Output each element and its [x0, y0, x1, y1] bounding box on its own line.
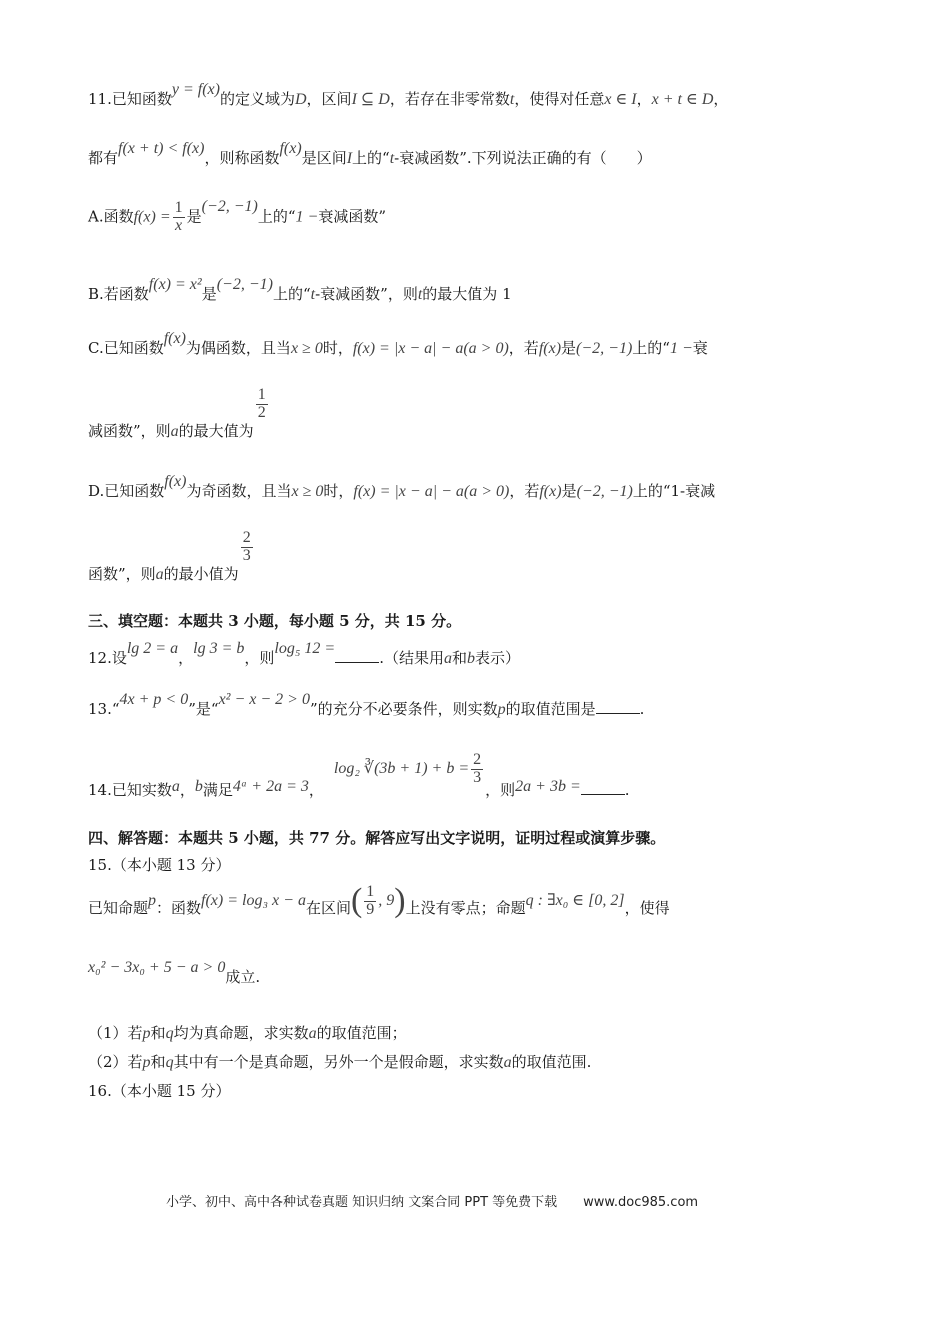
option-text: 为奇函数，且当 [186, 482, 292, 500]
q16-heading: 16.（本小题 15 分） [88, 1082, 231, 1100]
option-c-line1 [88, 330, 708, 358]
q15-sub1 [88, 1022, 407, 1043]
math-expr: log₂ ∛(3b + 1) + b = [333, 760, 470, 778]
option-text: ，若 [508, 339, 539, 357]
q15-sub2 [88, 1051, 591, 1072]
math-expr: x ∈ I [604, 91, 637, 108]
q14-text: . [624, 781, 630, 800]
math-expr: 4x + p < 0 [119, 691, 189, 708]
math-expr: 1 − [669, 340, 693, 357]
q12-text: ， [178, 649, 194, 667]
q13-text: ”的充分不必要条件，则实数 [309, 700, 498, 718]
math-expr: f(x) = [133, 208, 171, 226]
math-expr: b [194, 778, 203, 796]
q15-text: 和 [150, 1053, 166, 1071]
q14 [88, 751, 630, 800]
q11-text: 都有 [88, 149, 119, 167]
q11-text: ， [713, 90, 729, 108]
math-expr: f(x) [279, 140, 302, 157]
math-expr: p [142, 1025, 151, 1042]
math-expr: p [497, 701, 506, 718]
option-text: B.若函数 [88, 285, 149, 303]
option-text: 时， [322, 339, 353, 357]
math-expr: f(x) = x² [148, 276, 202, 293]
q13 [88, 691, 645, 719]
math-expr: x ≥ 0 [291, 483, 324, 500]
footer-link[interactable]: www.doc985.com [583, 1195, 699, 1210]
math-expr: a [171, 778, 180, 796]
math-expr: a [170, 423, 179, 441]
math-expr: x₀² − 3x₀ + 5 − a > 0 [88, 959, 226, 976]
option-text: ，若 [509, 482, 540, 500]
math-expr: log₅ 12 = [274, 640, 336, 657]
q11-text: ，则称函数 [204, 149, 280, 167]
q15-text: ，使得 [624, 899, 670, 917]
fraction [471, 752, 483, 787]
option-d-line2 [88, 529, 255, 584]
math-expr: q [165, 1054, 174, 1071]
option-text: 上的“ [272, 285, 311, 303]
math-expr: q : ∃x₀ ∈ [0, 2] [525, 892, 625, 909]
math-expr: I [346, 150, 353, 167]
option-text: 的最大值为 [178, 422, 254, 441]
q11-text: 上的“ [352, 149, 390, 167]
option-text: 是 [186, 207, 202, 226]
math-expr: f(x) [164, 473, 187, 490]
q11-line2 [88, 140, 652, 168]
option-text: A.函数 [88, 207, 134, 226]
math-expr: lg 3 = b [193, 640, 245, 657]
q11-text: ，若存在非零常数 [389, 90, 510, 108]
math-expr: I ⊆ D [351, 91, 390, 108]
q15-text: 成立. [225, 968, 261, 986]
math-expr: f(x) [538, 340, 562, 357]
q15-text: 在区间 [305, 899, 351, 917]
math-expr: a [308, 1025, 317, 1042]
math-expr: x ≥ 0 [290, 340, 323, 357]
math-expr: t [509, 91, 515, 108]
math-expr: D [294, 91, 307, 108]
q15-text: （1）若 [88, 1024, 143, 1042]
fraction [241, 530, 253, 565]
q14-text: ，则 [485, 781, 516, 800]
q11-text: 是区间 [301, 149, 347, 167]
denominator: 9 [366, 900, 375, 918]
option-text: 的最小值为 [163, 565, 239, 584]
math-expr: a [155, 566, 164, 584]
math-expr: lg 2 = a [126, 640, 179, 657]
q15-text: 其中有一个是真命题，另外一个是假命题，求实数 [173, 1053, 504, 1071]
math-expr: f(x) = |x − a| − a(a > 0) [353, 483, 510, 500]
q11-text: -衰减函数”.下列说法正确的有（ ） [394, 149, 652, 167]
math-expr: f(x) = |x − a| − a(a > 0) [352, 340, 509, 357]
q11-text: ， [636, 90, 652, 108]
denominator: x [175, 216, 183, 234]
q15-text: （2）若 [88, 1053, 143, 1071]
q14-text: 14.已知实数 [88, 781, 172, 800]
q12-text: .（结果用 [379, 649, 444, 667]
q15-text: 的取值范围. [511, 1053, 592, 1071]
q11-text: ，使得对任意 [514, 90, 605, 108]
math-expr: t [389, 150, 395, 167]
answer-blank [596, 701, 640, 714]
math-expr: 4ᵃ + 2a = 3 [232, 778, 309, 796]
q15-heading: 15.（本小题 13 分） [88, 856, 231, 874]
option-text: 的最大值为 1 [422, 285, 512, 303]
math-expr: t [310, 286, 316, 303]
answer-blank [581, 782, 625, 795]
q13-text: ”是“ [188, 700, 219, 718]
q14-text: ， [308, 781, 324, 800]
option-text: 衰 [692, 339, 708, 357]
math-expr: x² − x − 2 > 0 [218, 691, 310, 708]
q12-text: 表示） [475, 649, 521, 667]
q12-text: ，则 [244, 649, 275, 667]
math-expr: 1 − [295, 208, 319, 226]
option-d-line1 [88, 473, 716, 501]
denominator: 2 [257, 403, 266, 421]
option-a [88, 200, 386, 235]
q12-text: 12.设 [88, 649, 127, 667]
q15-text: 上没有零点；命题 [405, 899, 526, 917]
math-expr: a [503, 1054, 512, 1071]
option-text: 为偶函数，且当 [185, 339, 291, 357]
option-text: D.已知函数 [88, 482, 165, 500]
q13-text: . [639, 700, 645, 718]
option-text: 函数”，则 [88, 565, 156, 584]
numerator: 2 [473, 751, 482, 768]
math-expr: f(x) [539, 483, 562, 500]
option-text: 上的“ [632, 339, 670, 357]
math-expr: (−2, −1) [201, 198, 258, 216]
section-heading: 三、填空题：本题共 3 小题，每小题 5 分，共 15 分。 [88, 612, 462, 630]
footer-text: 小学、初中、高中各种试卷真题 知识归纳 文案合同 PPT 等免费下载 [166, 1195, 558, 1210]
option-text: 时， [323, 482, 354, 500]
fraction [364, 884, 376, 919]
section-heading: 四、解答题：本题共 5 小题，共 77 分。解答应写出文字说明，证明过程或演算步骤。 [88, 829, 666, 847]
numerator: 1 [174, 199, 183, 216]
math-expr: , 9 [378, 892, 395, 909]
numerator: 2 [242, 529, 251, 546]
math-expr: 2a + 3b = [515, 778, 581, 796]
math-expr: x + t ∈ D [651, 91, 714, 108]
math-expr: (−2, −1) [576, 340, 633, 357]
math-expr: b [467, 650, 475, 667]
fraction [256, 387, 268, 422]
option-text: 衰减函数” [318, 207, 387, 226]
q11-text: 的定义域为 [219, 90, 295, 108]
math-expr: f(x) [163, 330, 186, 347]
option-text: 是 [201, 285, 217, 303]
q13-text: 13.“ [88, 700, 120, 718]
math-expr: q [165, 1025, 174, 1042]
numerator: 1 [257, 386, 266, 403]
option-text: 是 [561, 339, 577, 357]
q15-text: 已知命题 [88, 899, 149, 917]
q11-text: ，区间 [306, 90, 352, 108]
option-text: C.已知函数 [88, 339, 164, 357]
option-text: 减函数”，则 [88, 422, 171, 441]
q13-text: 的取值范围是 [505, 700, 596, 718]
q11-line1 [88, 81, 729, 109]
option-text: -衰减函数”，则 [315, 285, 418, 303]
fraction [173, 200, 185, 235]
option-c-line2 [88, 386, 270, 441]
q15-text: 和 [150, 1024, 166, 1042]
math-expr: (−2, −1) [216, 276, 273, 293]
math-expr: t [417, 286, 423, 303]
math-expr: f(x + t) < f(x) [118, 140, 205, 157]
math-expr: (−2, −1) [576, 483, 633, 500]
q15-text: 的取值范围； [316, 1024, 407, 1042]
q11-text: 11.已知函数 [88, 90, 172, 108]
math-expr: p [142, 1054, 151, 1071]
math-expr: y = f(x) [171, 81, 220, 98]
page-footer [166, 1191, 698, 1210]
option-text: 上的“1-衰减 [632, 482, 716, 500]
answer-blank [335, 650, 379, 663]
math-expr: p [148, 892, 157, 909]
q15-line1: 已知命题p：函数f(x) = log₃ x − a在区间( $\frac{1}{9}$ , 9)上没有零点；命题q : ∃x₀ ∈ [0, 2]，使得 [88, 882, 670, 919]
option-text: 是 [561, 482, 577, 500]
q15-text: ：函数 [156, 899, 202, 917]
denominator: 3 [242, 546, 251, 564]
numerator: 1 [366, 882, 375, 900]
q12 [88, 640, 521, 668]
option-text: 上的“ [257, 207, 296, 226]
q12-text: 和 [451, 649, 467, 667]
math-expr: a [443, 650, 452, 667]
q15-line2 [88, 959, 261, 987]
q15-text: 均为真命题，求实数 [173, 1024, 309, 1042]
q14-text: ， [179, 781, 195, 800]
option-b [88, 276, 512, 304]
denominator: 3 [473, 768, 482, 786]
math-expr: f(x) = log₃ x − a [201, 892, 306, 909]
q14-text: 满足 [202, 781, 233, 800]
